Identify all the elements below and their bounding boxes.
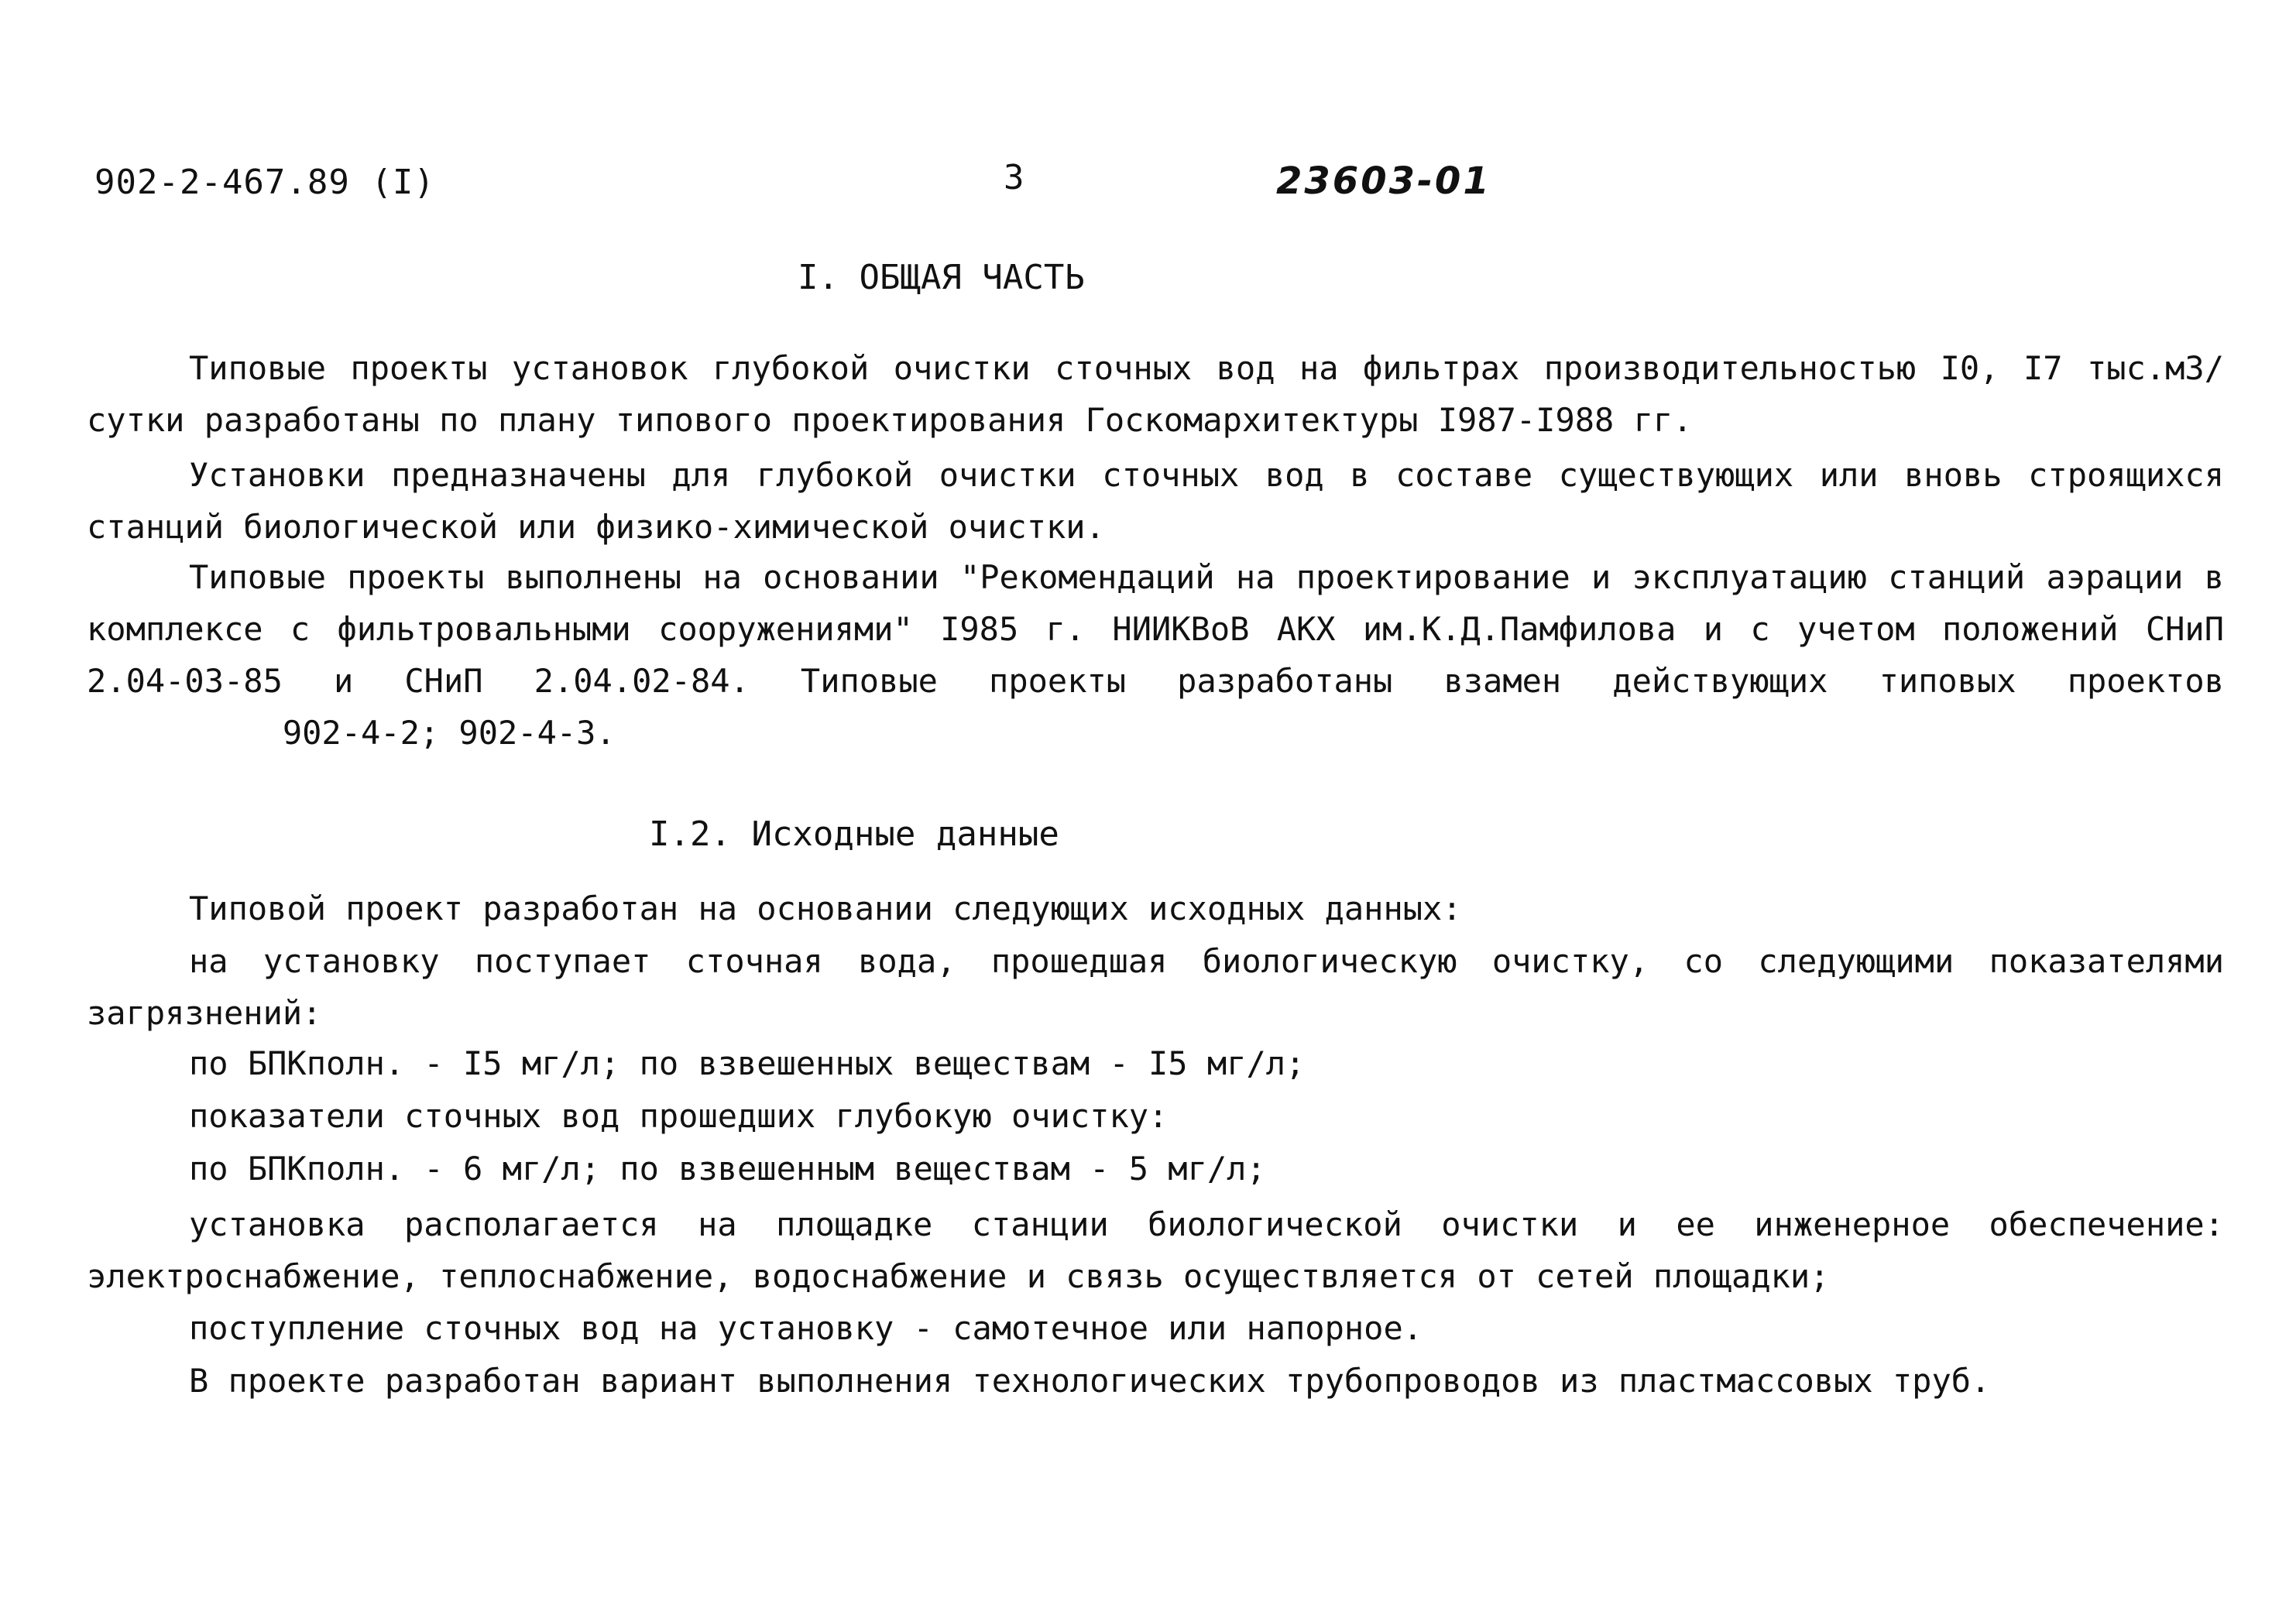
paragraph-basis (87, 551, 2224, 759)
paragraph-treated-indicators (87, 1090, 2224, 1142)
paragraph-text: поступление сточных вод на установку - самотечное или напорное. (189, 1309, 1423, 1347)
paragraph-text: установка располагается на площадке станции биологической очистки и ее инженерное обеспечение: электроснабжение, теплоснабжение, водоснабжение и связь осуществляется от сетей площадки; (87, 1205, 2224, 1295)
paragraph-text: Установки предназначены для глубокой очистки сточных вод в составе существующих или вновь строящихся станций биологической или физико-химической очистки. (87, 456, 2224, 546)
paragraph-pipelines (87, 1355, 2224, 1407)
page-header (0, 158, 2296, 217)
registration-number: 23603-01 (1276, 159, 1491, 203)
paragraph-input-data-intro (87, 883, 2224, 934)
page-number: 3 (1004, 158, 1024, 197)
section-heading-input-data: I.2. Исходные данные (649, 814, 1059, 854)
paragraph-text: по БПКполн. - 6 мг/л; по взвешенным веществам - 5 мг/л; (189, 1150, 1266, 1188)
paragraph-text: Типовые проекты установок глубокой очистки сточных вод на фильтрах производительностью I0, I7 тыс.м3/сутки разработаны по плану типового проектирования Госкомархитектуры I987-I988 гг. (87, 349, 2224, 439)
section-heading-general: I. ОБЩАЯ ЧАСТЬ (798, 258, 1085, 297)
replaced-projects: 902-4-2; 902-4-3. (87, 714, 616, 752)
paragraph-text: Типовые проекты выполнены на основании "Рекомендаций на проектирование и эксплуатацию станций аэрации в комплексе с фильтровальными сооружениями" I985 г. НИИКВоВ АКХ им.К.Д.Памфилова и с учетом положений СНиП 2.04-03-85 и СНиП 2.04.02-84. Типовые проекты разработаны взамен действующих типовых проектов (87, 558, 2224, 700)
paragraph-text: по БПКполн. - I5 мг/л; по взвешенных веществам - I5 мг/л; (189, 1044, 1306, 1082)
paragraph-inflow-values (87, 1037, 2224, 1089)
paragraph-text: В проекте разработан вариант выполнения технологических трубопроводов из пластмассовых труб. (189, 1362, 1991, 1400)
paragraph-text: на установку поступает сточная вода, прошедшая биологическую очистку, со следующими показателями загрязнений: (87, 942, 2224, 1032)
paragraph-intro (87, 342, 2224, 446)
paragraph-supply (87, 1302, 2224, 1354)
paragraph-treated-values (87, 1143, 2224, 1195)
paragraph-purpose (87, 449, 2224, 553)
paragraph-text: показатели сточных вод прошедших глубокую очистку: (189, 1097, 1169, 1135)
paragraph-location (87, 1198, 2224, 1302)
paragraph-text: Типовой проект разработан на основании следующих исходных данных: (189, 890, 1462, 927)
document-code: 902-2-467.89 (I) (94, 163, 435, 202)
paragraph-inflow (87, 935, 2224, 1039)
